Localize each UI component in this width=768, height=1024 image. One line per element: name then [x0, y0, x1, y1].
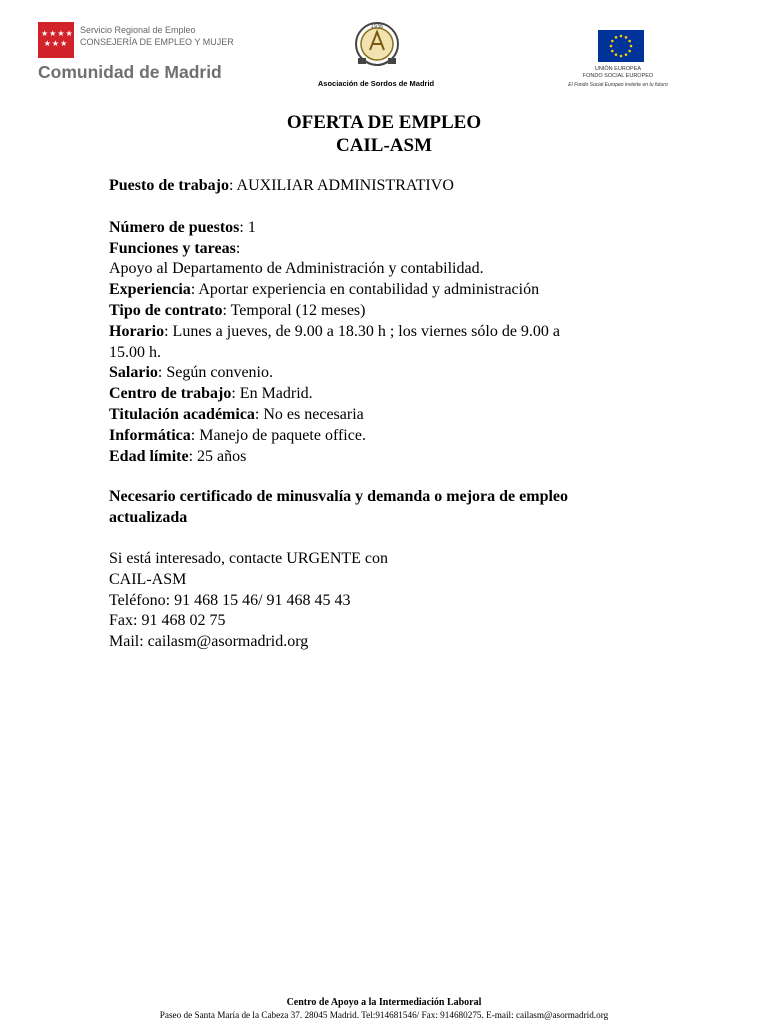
field-horario: Horario: Lunes a jueves, de 9.00 a 18.30 h ; los viernes sólo de 9.00 a [109, 322, 561, 340]
offer-body [109, 176, 649, 653]
field-titulacion: Titulación académica: No es necesaria [109, 405, 364, 423]
notice-line-2: actualizada [109, 509, 188, 527]
cm-region-name: Comunidad de Madrid [38, 62, 222, 82]
field-tipo-contrato: Tipo de contrato: Temporal (12 meses) [109, 301, 366, 319]
eu-logo [566, 30, 670, 94]
contact-org: CAIL-ASM [109, 570, 187, 588]
offer-subtitle: CAIL-ASM [335, 135, 433, 156]
field-experiencia: Experiencia: Aportar experiencia en contabilidad y administración [109, 281, 540, 299]
eu-star-icon [615, 53, 618, 56]
eu-star-icon [610, 45, 613, 48]
cm-department-name: CONSEJERÍA DE EMPLEO Y MUJER [80, 37, 234, 47]
field-informatica: Informática: Manejo de paquete office. [109, 426, 366, 444]
eu-star-icon [611, 50, 614, 53]
eu-star-icon [628, 40, 631, 43]
field-salario: Salario: Según convenio. [109, 364, 273, 382]
eu-star-icon [615, 36, 618, 39]
field-numero: Número de puestos: 1 [109, 218, 256, 236]
footer-title: Centro de Apoyo a la Intermediación Laboral [286, 997, 482, 1008]
eu-flag-icon [598, 30, 644, 62]
page-header [0, 0, 768, 100]
field-centro: Centro de trabajo: En Madrid. [109, 385, 313, 403]
eu-union-label: UNIÓN EUROPEA [594, 66, 642, 72]
contact-mail: Mail: cailasm@asormadrid.org [109, 633, 309, 651]
eu-star-icon [611, 40, 614, 43]
eu-star-icon [620, 55, 623, 58]
contact-phone: Teléfono: 91 468 15 46/ 91 468 45 43 [109, 591, 351, 609]
field-puesto: Puesto de trabajo: AUXILIAR ADMINISTRATIVO [109, 177, 454, 194]
asm-name: Asociación de Sordos de Madrid [317, 79, 435, 88]
funciones-text: Apoyo al Departamento de Administración y contabilidad. [109, 260, 484, 278]
field-funciones: Funciones y tareas: [109, 239, 241, 257]
asm-emblem-year: 1936 [370, 24, 384, 30]
offer-title: OFERTA DE EMPLEO [286, 112, 482, 133]
eu-star-icon [620, 35, 623, 38]
madrid-flag-icon: ★★★★ ★★★ [38, 22, 74, 58]
field-horario-cont: 15.00 h. [109, 343, 161, 361]
field-edad: Edad límite: 25 años [109, 447, 247, 465]
page-footer [0, 996, 768, 1021]
eu-fund-label: FONDO SOCIAL EUROPEO [582, 73, 654, 79]
eu-star-icon [625, 53, 628, 56]
comunidad-madrid-logo [38, 22, 268, 84]
eu-slogan: El Fondo Social Europeo invierte en tu futuro [568, 82, 668, 88]
notice-line-1: Necesario certificado de minusvalía y demanda o mejora de empleo [109, 488, 569, 506]
contact-intro: Si está interesado, contacte URGENTE con [109, 549, 389, 567]
eu-star-icon [630, 45, 633, 48]
eu-star-icon [628, 50, 631, 53]
asm-logo [316, 20, 436, 92]
contact-fax: Fax: 91 468 02 75 [109, 612, 226, 630]
eu-star-icon [625, 36, 628, 39]
asm-emblem-icon [350, 20, 404, 74]
cm-service-name: Servicio Regional de Empleo [80, 25, 196, 35]
footer-address: Paseo de Santa María de la Cabeza 37. 28045 Madrid. Tel:914681546/ Fax: 914680275. E-mail: cailasm@asormadrid.org [159, 1010, 609, 1020]
